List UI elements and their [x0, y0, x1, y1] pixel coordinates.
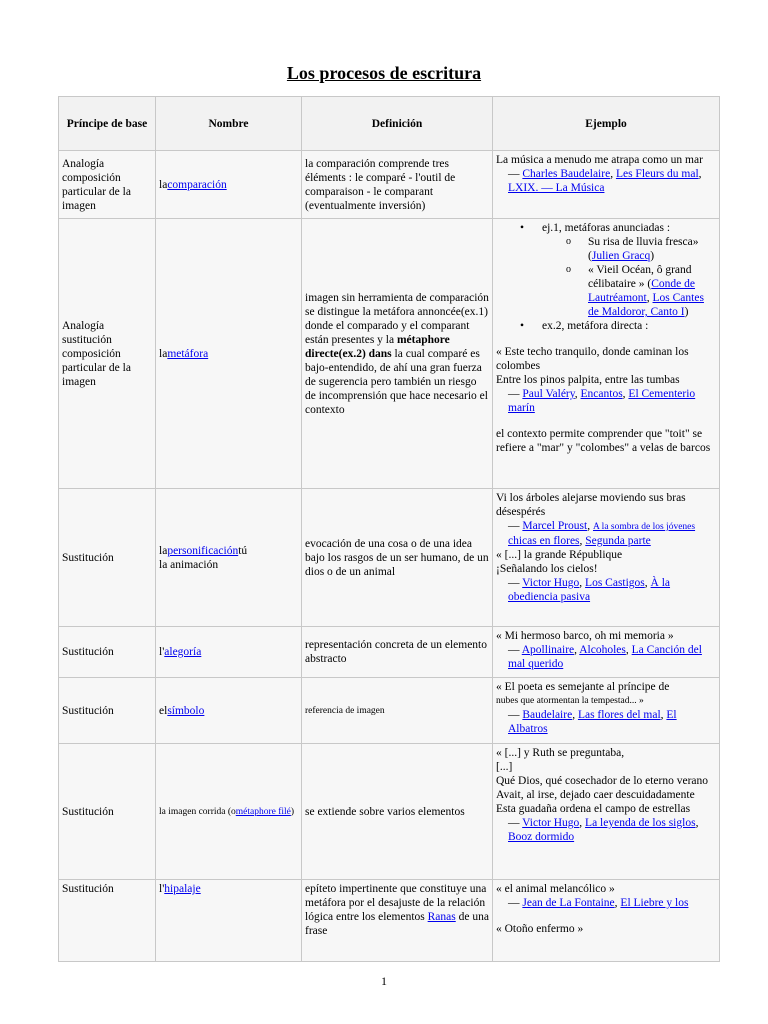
- definition-bold: métaphore directe(ex.2) dans: [305, 333, 450, 360]
- example-reference: — Baudelaire, Las flores del mal, El Albatros: [508, 709, 677, 735]
- table-row: [59, 151, 720, 219]
- example-text: « [...] la grande République: [496, 549, 623, 561]
- table-row: [59, 489, 720, 627]
- cell-definition: referencia de imagen: [302, 678, 493, 744]
- cell-name: la imagen corrida (ométaphore filé): [156, 744, 302, 880]
- example-text: « Otoño enfermo »: [496, 923, 584, 935]
- table-row: [59, 744, 720, 880]
- cell-example: [493, 678, 720, 744]
- link-author[interactable]: Baudelaire: [522, 709, 573, 721]
- cell-definition: la comparación comprende tres éléments : le comparé - l'outil de comparaison - le comparant (eventualmente inversión): [302, 151, 493, 219]
- cell-example: [493, 489, 720, 627]
- link-metaphore-file[interactable]: métaphore filé: [235, 806, 291, 817]
- cell-base: Sustitución: [59, 627, 156, 678]
- example-sub-list: [542, 235, 716, 319]
- cell-base: Sustitución: [59, 744, 156, 880]
- example-bullet-list: [496, 221, 716, 333]
- cell-name: lapersonificacióntú la animación: [156, 489, 302, 627]
- example-reference: — Marcel Proust, A la sombra de los jóvenes chicas en flores, Segunda parte: [508, 520, 696, 547]
- header-definition: Definición: [302, 97, 493, 151]
- link-author[interactable]: Julien Gracq: [591, 250, 651, 262]
- link-poem[interactable]: À la obediencia pasiva: [508, 577, 671, 603]
- link-personificacion[interactable]: personificación: [167, 544, 239, 557]
- example-reference: — Charles Baudelaire, Les Fleurs du mal, LXIX. — La Música: [508, 168, 702, 194]
- example-text: nubes que atormentan la tempestad... »: [496, 696, 644, 706]
- cell-name: l'alegoría: [156, 627, 302, 678]
- link-work[interactable]: Los Cantes de Maldoror, Canto I: [588, 292, 704, 318]
- cell-base: Sustitución: [59, 489, 156, 627]
- example-text: « Mi hermoso barco, oh mi memoria »: [496, 630, 674, 642]
- example-text: ¡Señalando los cielos!: [496, 563, 598, 575]
- link-poem[interactable]: LXIX. — La Música: [508, 182, 605, 194]
- table-row: [59, 627, 720, 678]
- link-ranas[interactable]: Ranas: [427, 911, 456, 923]
- processes-table: [58, 96, 720, 962]
- link-alegoria[interactable]: alegoría: [164, 646, 202, 658]
- cell-example: [493, 744, 720, 880]
- example-text: el contexto permite comprender que "toit" se refiere a "mar" y "colombes" a velas de barcos: [496, 428, 711, 454]
- link-work[interactable]: Encantos: [580, 388, 623, 400]
- example-text: Avait, al irse, dejado caer descuidadamente: [496, 789, 695, 801]
- table-row: [59, 880, 720, 962]
- cell-name: elsímbolo: [156, 678, 302, 744]
- table-row: [59, 219, 720, 489]
- cell-definition: representación concreta de un elemento abstracto: [302, 627, 493, 678]
- cell-example: [493, 219, 720, 489]
- table-header-row: [59, 97, 720, 151]
- link-metafora[interactable]: metáfora: [167, 347, 209, 360]
- link-author[interactable]: Victor Hugo: [522, 577, 580, 589]
- link-work-continued[interactable]: chicas en flores: [508, 535, 580, 547]
- page-number: 1: [381, 974, 387, 988]
- link-author[interactable]: Conde de Lautréamont: [588, 278, 695, 304]
- list-item: • ex.2, metáfora directa :: [496, 319, 716, 333]
- link-simbolo[interactable]: símbolo: [167, 704, 205, 717]
- example-reference: — Paul Valéry, Encantos, El Cementerio marín: [508, 388, 696, 414]
- example-reference: — Victor Hugo, La leyenda de los siglos, Booz dormido: [508, 817, 699, 843]
- example-reference: — Victor Hugo, Los Castigos, À la obediencia pasiva: [508, 577, 671, 603]
- example-text: « [...] y Ruth se preguntaba,: [496, 747, 625, 759]
- link-work[interactable]: A la sombra de los jóvenes: [592, 522, 696, 532]
- link-author[interactable]: Jean de La Fontaine: [522, 897, 615, 909]
- example-text: La música a menudo me atrapa como un mar: [496, 154, 703, 166]
- cell-base: Sustitución: [59, 678, 156, 744]
- cell-definition: evocación de una cosa o de una idea bajo los rasgos de un ser humano, de un dios o de un animal: [302, 489, 493, 627]
- link-work[interactable]: Las flores del mal: [577, 709, 661, 721]
- cell-example: [493, 151, 720, 219]
- link-part[interactable]: Segunda parte: [585, 535, 651, 547]
- link-work[interactable]: La leyenda de los siglos: [585, 817, 696, 829]
- example-text: Esta guadaña ordena el campo de estrellas: [496, 803, 691, 815]
- cell-example: [493, 880, 720, 962]
- link-poem[interactable]: La Canción del mal querido: [508, 644, 702, 670]
- link-hipalaje[interactable]: hipalaje: [164, 883, 201, 895]
- link-work[interactable]: Les Fleurs du mal: [615, 168, 699, 180]
- header-name: Nombre: [156, 97, 302, 151]
- header-example: Ejemplo: [493, 97, 720, 151]
- link-author[interactable]: Marcel Proust: [522, 520, 588, 532]
- example-reference: — Apollinaire, Alcoholes, La Canción del mal querido: [508, 644, 702, 670]
- link-work[interactable]: Los Castigos: [585, 577, 645, 589]
- list-item: o « Vieil Océan, ô grand célibataire » (Conde de Lautréamont, Los Cantes de Maldoror, Canto I): [542, 263, 716, 319]
- example-text: « el animal melancólico »: [496, 883, 615, 895]
- example-text: Qué Dios, qué cosechador de lo eterno verano: [496, 775, 709, 787]
- document-title: Los procesos de escritura: [286, 63, 482, 83]
- cell-example: [493, 627, 720, 678]
- link-poem[interactable]: El Cementerio marín: [508, 388, 696, 414]
- link-work[interactable]: Alcoholes: [579, 644, 626, 656]
- link-work[interactable]: El Liebre y los: [620, 897, 689, 909]
- link-author[interactable]: Apollinaire: [521, 644, 575, 656]
- cell-definition: se extiende sobre varios elementos: [302, 744, 493, 880]
- link-author[interactable]: Charles Baudelaire: [522, 168, 611, 180]
- link-author[interactable]: Paul Valéry: [522, 388, 575, 400]
- example-text: [...]: [496, 761, 513, 773]
- cell-definition: epíteto impertinente que constituye una metáfora por el desajuste de la relación lógica entre los elementos Ranas de una frase: [302, 880, 493, 962]
- link-comparacion[interactable]: comparación: [167, 178, 227, 191]
- cell-definition: imagen sin herramienta de comparación se distingue la metáfora annoncée(ex.1) donde el comparado y el comparant están presentes y la métaphore directe(ex.2) dans la cual comparé es bajo-entendido, de ahí una gran fuerza de sugerencia pero también un riesgo de incomprensión que hace necesario el contexto: [302, 219, 493, 489]
- cell-base: Sustitución: [59, 880, 156, 962]
- header-base: Príncipe de base: [59, 97, 156, 151]
- cell-base: Analogía composición particular de la imagen: [59, 151, 156, 219]
- cell-name: l'hipalaje: [156, 880, 302, 962]
- cell-name: lacomparación: [156, 151, 302, 219]
- link-author[interactable]: Victor Hugo: [522, 817, 580, 829]
- example-text: « El poeta es semejante al príncipe de: [496, 681, 670, 693]
- list-item: • ej.1, metáforas anunciadas : o Su risa de lluvia fresca» (Julien Gracq) o « Vieil Océan, ô grand célibataire » (Conde de Lautréamont, Los Cantes de Maldoror, Canto I): [496, 221, 716, 319]
- link-poem[interactable]: El Albatros: [508, 709, 677, 735]
- table-row: [59, 678, 720, 744]
- cell-name: lametáfora: [156, 219, 302, 489]
- example-text: Vi los árboles alejarse moviendo sus bras désespérés: [496, 492, 686, 518]
- cell-base: Analogía sustitución composición particular de la imagen: [59, 219, 156, 489]
- example-text: Entre los pinos palpita, entre las tumbas: [496, 374, 680, 386]
- link-poem[interactable]: Booz dormido: [508, 831, 575, 843]
- list-item: o Su risa de lluvia fresca» (Julien Gracq): [542, 235, 716, 263]
- example-text: « Este techo tranquilo, donde caminan los colombes: [496, 346, 689, 372]
- example-reference: — Jean de La Fontaine, El Liebre y los: [508, 897, 689, 909]
